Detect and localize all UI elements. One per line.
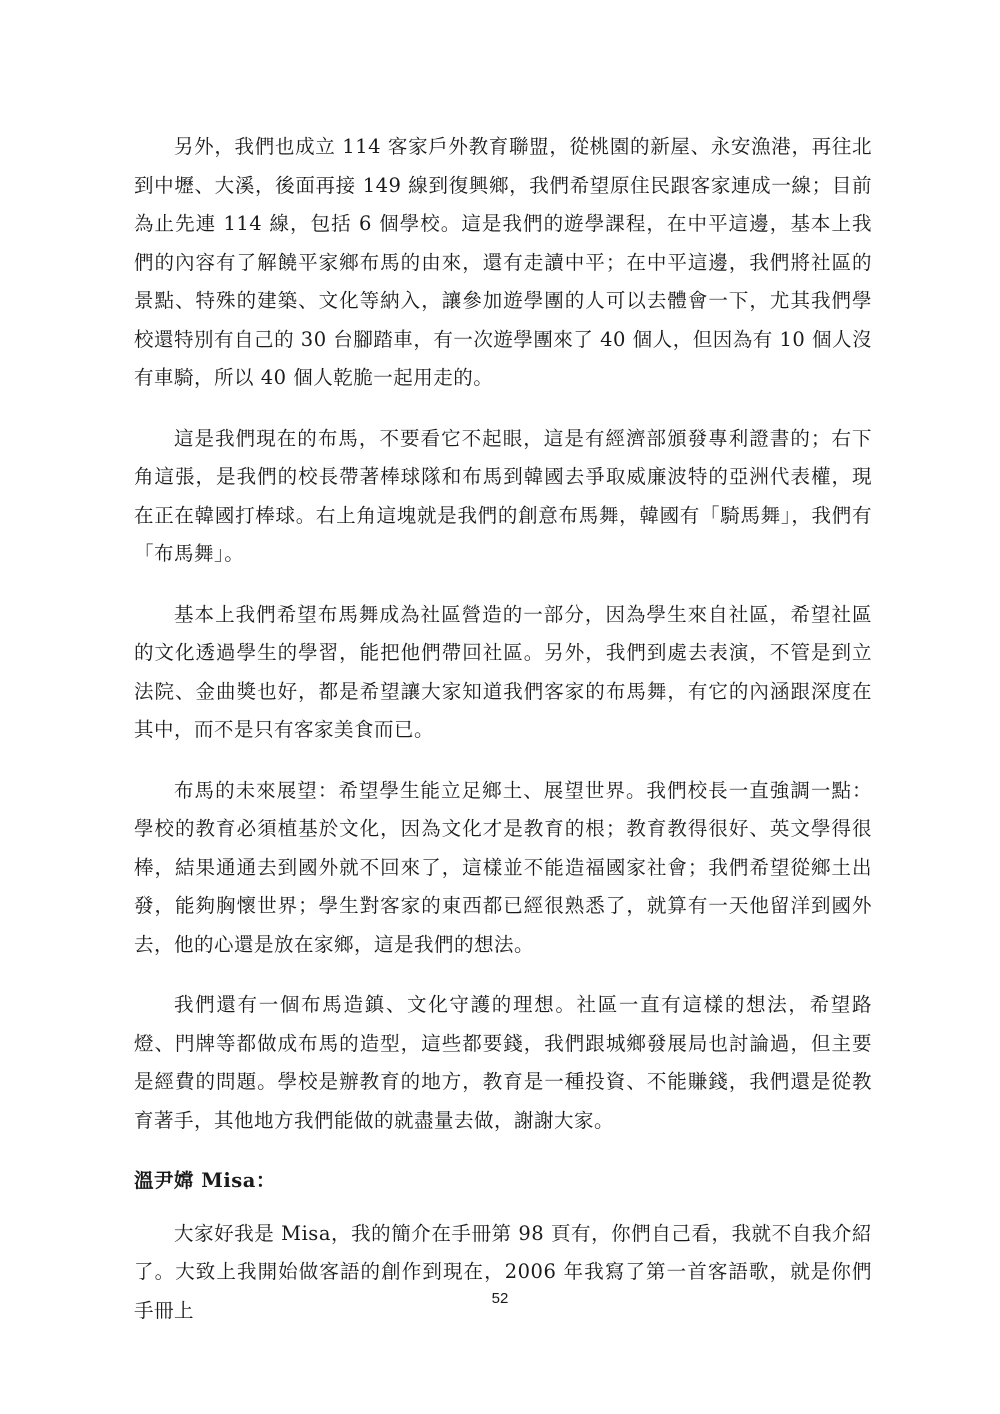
paragraph-buma-patent: 這是我們現在的布馬，不要看它不起眼，這是有經濟部頒發專利證書的；右下角這張，是我們的校長帶著棒球隊和布馬到韓國去爭取威廉波特的亞洲代表權，現在正在韓國打棒球。右上角這塊就是我們的創意布馬舞，韓國有「騎馬舞」，我們有「布馬舞」。 xyxy=(134,426,872,565)
page-content xyxy=(134,128,872,1352)
paragraph-town-ideal: 我們還有一個布馬造鎮、文化守護的理想。社區一直有這樣的想法，希望路燈、門牌等都做成布馬的造型，這些都要錢，我們跟城鄉發展局也討論過，但主要是經費的問題。學校是辦教育的地方，教育是一種投資、不能賺錢，我們還是從教育著手，其他地方我們能做的就盡量去做，謝謝大家。 xyxy=(134,993,872,1132)
paragraph-misa-intro: 大家好我是 Misa，我的簡介在手冊第 98 頁有，你們自己看，我就不自我介紹了。大致上我開始做客語的創作到現在，2006 年我寫了第一首客語歌，就是你們手冊上 xyxy=(134,1221,872,1322)
paragraph-outdoor-education-alliance: 另外，我們也成立 114 客家戶外教育聯盟，從桃園的新屋、永安漁港，再往北到中壢、大溪，後面再接 149 線到復興鄉，我們希望原住民跟客家連成一線；目前為止先連 114 線，包括 6 個學校。這是我們的遊學課程，在中平這邊，基本上我們的內容有了解饒平家鄉布馬的由來，還有走讀中平；在中平這邊，我們將社區的景點、特殊的建築、文化等納入，讓參加遊學團的人可以去體會一下，尤其我們學校還特別有自己的 30 台腳踏車，有一次遊學團來了 40 個人，但因為有 10 個人沒有車騎，所以 40 個人乾脆一起用走的。 xyxy=(134,135,872,389)
paragraph-future-outlook: 布馬的未來展望：希望學生能立足鄉土、展望世界。我們校長一直強調一點：學校的教育必須植基於文化，因為文化才是教育的根；教育教得很好、英文學得很棒，結果通通去到國外就不回來了，這樣並不能造福國家社會；我們希望從鄉土出發，能夠胸懷世界；學生對客家的東西都已經很熟悉了，就算有一天他留洋到國外去，他的心還是放在家鄉，這是我們的想法。 xyxy=(134,778,872,956)
page-number: 52 xyxy=(491,1290,509,1307)
speaker-heading: 溫尹嫦 Misa： xyxy=(134,1169,276,1192)
paragraph-community-building: 基本上我們希望布馬舞成為社區營造的一部分，因為學生來自社區，希望社區的文化透過學生的學習，能把他們帶回社區。另外，我們到處去表演，不管是到立法院、金曲獎也好，都是希望讓大家知道我們客家的布馬舞，有它的內涵跟深度在其中，而不是只有客家美食而已。 xyxy=(134,602,872,741)
